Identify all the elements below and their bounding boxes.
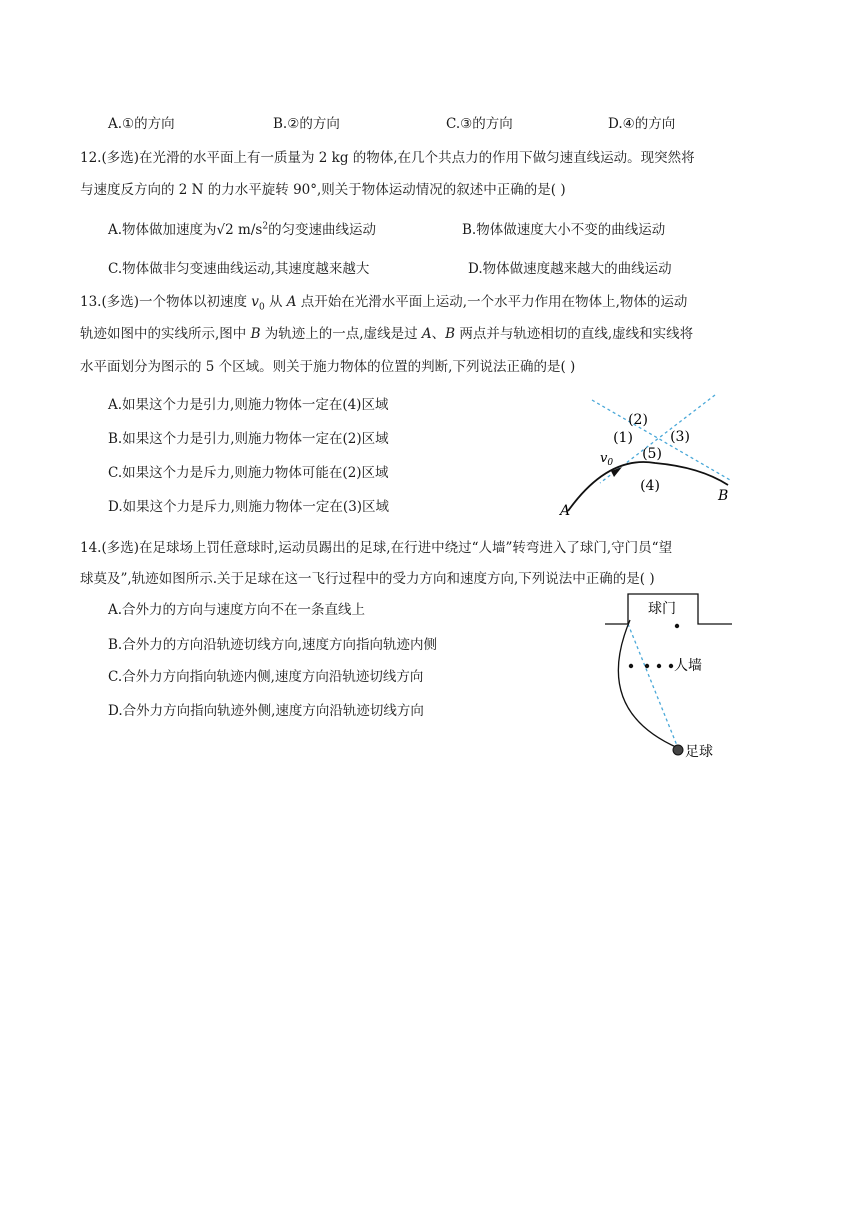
q11-option-a: A.①的方向	[108, 116, 175, 132]
point-a: A	[286, 294, 297, 310]
q14-option-b: B.合外力的方向沿轨迹切线方向,速度方向指向轨迹内侧	[108, 637, 438, 653]
q12-option-a-pre: A.物体做加速度为	[108, 222, 217, 238]
q12-option-d: D.物体做速度越来越大的曲线运动	[468, 261, 672, 277]
q11-option-d: D.④的方向	[608, 116, 676, 132]
q12-stem-line1: 12.(多选)在光滑的水平面上有一质量为 2 kg 的物体,在几个共点力的作用下做匀速直线运动。现突然将	[80, 150, 695, 166]
goalkeeper-dot	[675, 624, 679, 628]
q13-option-b: B.如果这个力是引力,则施力物体一定在(2)区域	[108, 431, 389, 447]
q14-stem-line1: 14.(多选)在足球场上罚任意球时,运动员踢出的足球,在行进中绕过“人墙”转弯进入了球门,守门员“望	[80, 540, 673, 556]
q14-option-c: C.合外力方向指向轨迹内侧,速度方向沿轨迹切线方向	[108, 669, 424, 685]
q13-stem-line2	[80, 322, 693, 342]
point-a: A	[421, 326, 432, 342]
q12-option-a	[108, 218, 376, 238]
text: 点开始在光滑水平面上运动,一个水平力作用在物体上,物体的运动	[296, 294, 688, 310]
q13-stem-line3: 水平面划分为图示的 5 个区域。则关于施力物体的位置的判断,下列说法正确的是( )	[80, 359, 576, 375]
region-1-label: (1)	[613, 430, 633, 446]
separator: 、	[431, 326, 446, 342]
unit: m/s	[233, 222, 263, 238]
q11-option-b: B.②的方向	[273, 116, 340, 132]
wall-dot	[657, 664, 661, 668]
q14-option-a: A.合外力的方向与速度方向不在一条直线上	[108, 602, 366, 618]
wall-dot	[669, 664, 673, 668]
text: 为轨迹上的一点,虚线是过	[260, 326, 422, 342]
q14-option-d: D.合外力方向指向轨迹外侧,速度方向沿轨迹切线方向	[108, 703, 424, 719]
region-5-label: (5)	[642, 446, 662, 462]
q14-football-figure	[600, 590, 740, 770]
wall-dot	[629, 664, 633, 668]
football-icon	[673, 745, 683, 755]
point-b: B	[250, 326, 261, 342]
q13-option-c: C.如果这个力是斥力,则施力物体可能在(2)区域	[108, 465, 389, 481]
q13-option-a: A.如果这个力是引力,则施力物体一定在(4)区域	[108, 397, 389, 413]
unit-exponent: 2	[262, 221, 269, 232]
sqrt-two: √2	[216, 222, 234, 238]
q12-option-b: B.物体做速度大小不变的曲线运动	[462, 222, 666, 238]
goal-label: 球门	[648, 601, 676, 617]
wall-label: 人墙	[674, 658, 702, 674]
q13-stem-line1	[80, 290, 687, 313]
point-b-label: B	[718, 488, 729, 504]
text: 两点并与轨迹相切的直线,虚线和实线将	[455, 326, 694, 342]
q13-option-d: D.如果这个力是斥力,则施力物体一定在(3)区域	[108, 499, 390, 515]
q12-option-c: C.物体做非匀变速曲线运动,其速度越来越大	[108, 261, 370, 277]
ball-trajectory	[618, 620, 678, 748]
q11-option-c: C.③的方向	[446, 116, 513, 132]
point-b: B	[445, 326, 456, 342]
text: 轨迹如图中的实线所示,图中	[80, 326, 251, 342]
q14-stem-line2: 球莫及”,轨迹如图所示.关于足球在这一飞行过程中的受力方向和速度方向,下列说法中正确的是( )	[80, 571, 655, 587]
text: 从	[264, 294, 287, 310]
q12-option-a-post: 的匀变速曲线运动	[268, 222, 377, 238]
v0-label: $v_0$	[600, 451, 614, 468]
region-2-label: (2)	[628, 412, 648, 428]
text: 13.(多选)一个物体以初速度	[80, 294, 252, 310]
point-a-label: A	[560, 503, 571, 519]
q13-trajectory-figure	[540, 385, 760, 520]
region-4-label: (4)	[640, 478, 660, 494]
ball-label: 足球	[685, 744, 713, 760]
straight-line	[628, 624, 678, 748]
region-3-label: (3)	[670, 429, 690, 445]
v-symbol: v	[251, 294, 259, 310]
v-subscript: 0	[258, 302, 265, 313]
wall-dot	[645, 664, 649, 668]
q12-stem-line2: 与速度反方向的 2 N 的力水平旋转 90°,则关于物体运动情况的叙述中正确的是( )	[80, 182, 566, 198]
